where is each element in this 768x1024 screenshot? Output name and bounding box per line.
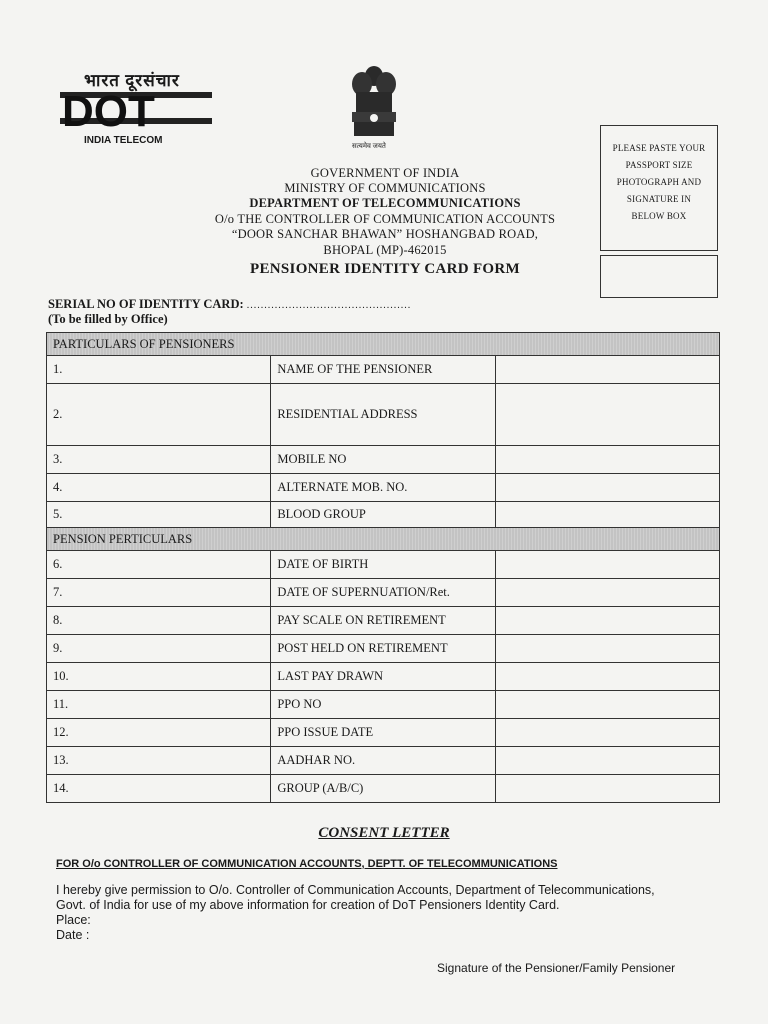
photo-instruction-line: PLEASE PASTE YOUR xyxy=(612,143,706,153)
place-label[interactable]: Place: xyxy=(56,913,91,927)
header-line-govt: GOVERNMENT OF INDIA xyxy=(310,166,460,180)
row-label: NAME OF THE PENSIONER xyxy=(271,356,495,384)
consent-addressee: FOR O/o CONTROLLER OF COMMUNICATION ACCOUNTS, DEPTT. OF TELECOMMUNICATIONS xyxy=(56,858,558,870)
table-row xyxy=(47,384,720,446)
form-title: PENSIONER IDENTITY CARD FORM xyxy=(250,261,520,277)
signature-label: Signature of the Pensioner/Family Pensioner xyxy=(437,961,676,975)
header-line-address: “DOOR SANCHAR BHAWAN” HOSHANGBAD ROAD, xyxy=(231,227,539,241)
serial-note: (To be filled by Office) xyxy=(48,312,168,326)
table-row xyxy=(47,474,720,502)
photo-instruction-line: BELOW BOX xyxy=(631,211,687,221)
logo-tagline: INDIA TELECOM xyxy=(84,135,163,146)
blood-group-value-field[interactable] xyxy=(495,502,719,528)
serial-number-field xyxy=(48,297,411,312)
consent-body xyxy=(56,883,726,943)
header-line-ministry: MINISTRY OF COMMUNICATIONS xyxy=(284,181,486,195)
row-label: PPO ISSUE DATE xyxy=(271,719,495,747)
row-label: RESIDENTIAL ADDRESS xyxy=(271,384,495,446)
table-row xyxy=(47,635,720,663)
signature-box[interactable] xyxy=(600,255,718,298)
row-label: POST HELD ON RETIREMENT xyxy=(271,635,495,663)
last-pay-value-field[interactable] xyxy=(495,663,719,691)
row-number: 12. xyxy=(47,719,271,747)
header-line-department: DEPARTMENT OF TELECOMMUNICATIONS xyxy=(249,196,521,210)
name-value-field[interactable] xyxy=(495,356,719,384)
table-row xyxy=(47,446,720,474)
ppo-date-value-field[interactable] xyxy=(495,719,719,747)
mobile-value-field[interactable] xyxy=(495,446,719,474)
serial-label: SERIAL NO OF IDENTITY CARD: xyxy=(48,297,244,311)
table-row xyxy=(47,551,720,579)
particulars-table xyxy=(46,332,720,803)
dot-logo xyxy=(60,68,215,150)
consent-title: CONSENT LETTER xyxy=(318,825,450,841)
group-value-field[interactable] xyxy=(495,775,719,803)
row-number: 3. xyxy=(47,446,271,474)
header-line-city: BHOPAL (MP)-462015 xyxy=(323,243,447,257)
row-label: MOBILE NO xyxy=(271,446,495,474)
row-label: AADHAR NO. xyxy=(271,747,495,775)
logo-hindi-text: भारत दूरसंचार xyxy=(84,71,180,90)
consent-text-line: Govt. of India for use of my above information for creation of DoT Pensioners Identity Card. xyxy=(56,898,560,912)
address-value-field[interactable] xyxy=(495,384,719,446)
dob-value-field[interactable] xyxy=(495,551,719,579)
row-number: 5. xyxy=(47,502,271,528)
row-number: 8. xyxy=(47,607,271,635)
table-row xyxy=(47,356,720,384)
row-number: 9. xyxy=(47,635,271,663)
row-number: 6. xyxy=(47,551,271,579)
photo-instruction-line: PASSPORT SIZE xyxy=(625,160,693,170)
aadhar-value-field[interactable] xyxy=(495,747,719,775)
table-row xyxy=(47,719,720,747)
ppo-no-value-field[interactable] xyxy=(495,691,719,719)
table-row xyxy=(47,579,720,607)
table-row xyxy=(47,663,720,691)
row-label: ALTERNATE MOB. NO. xyxy=(271,474,495,502)
row-number: 7. xyxy=(47,579,271,607)
header-line-office: O/o THE CONTROLLER OF COMMUNICATION ACCOUNTS xyxy=(214,212,556,226)
row-number: 11. xyxy=(47,691,271,719)
table-row xyxy=(47,691,720,719)
row-label: GROUP (A/B/C) xyxy=(271,775,495,803)
table-row xyxy=(47,502,720,528)
row-number: 14. xyxy=(47,775,271,803)
alt-mobile-value-field[interactable] xyxy=(495,474,719,502)
emblem-motto: सत्यमेव जयते xyxy=(352,142,386,150)
photo-instruction-line: PHOTOGRAPH AND xyxy=(616,177,702,187)
photo-instructions xyxy=(601,140,717,225)
table-row xyxy=(47,607,720,635)
row-number: 2. xyxy=(47,384,271,446)
consent-text-line: I hereby give permission to O/o. Controller of Communication Accounts, Department of Telecommunications, xyxy=(56,883,655,897)
row-label: DATE OF BIRTH xyxy=(271,551,495,579)
state-emblem xyxy=(342,62,406,152)
row-label: LAST PAY DRAWN xyxy=(271,663,495,691)
serial-fill-line[interactable]: ............................................... xyxy=(246,300,412,311)
photo-paste-box[interactable] xyxy=(600,125,718,251)
row-number: 10. xyxy=(47,663,271,691)
section-header-particulars: PARTICULARS OF PENSIONERS xyxy=(47,333,720,356)
section-header-pension: PENSION PERTICULARS xyxy=(47,528,720,551)
dot-logo-mark xyxy=(60,86,212,130)
lion-capital-icon xyxy=(342,62,406,142)
pay-scale-value-field[interactable] xyxy=(495,607,719,635)
row-label: PPO NO xyxy=(271,691,495,719)
row-number: 13. xyxy=(47,747,271,775)
row-label: BLOOD GROUP xyxy=(271,502,495,528)
superannuation-value-field[interactable] xyxy=(495,579,719,607)
photo-instruction-line: SIGNATURE IN xyxy=(626,194,692,204)
logo-brand-text: DOT xyxy=(62,87,155,130)
row-number: 4. xyxy=(47,474,271,502)
table-row xyxy=(47,775,720,803)
row-label: PAY SCALE ON RETIREMENT xyxy=(271,607,495,635)
post-held-value-field[interactable] xyxy=(495,635,719,663)
table-row xyxy=(47,747,720,775)
row-label: DATE OF SUPERNUATION/Ret. xyxy=(271,579,495,607)
row-number: 1. xyxy=(47,356,271,384)
date-label[interactable]: Date : xyxy=(56,928,90,942)
